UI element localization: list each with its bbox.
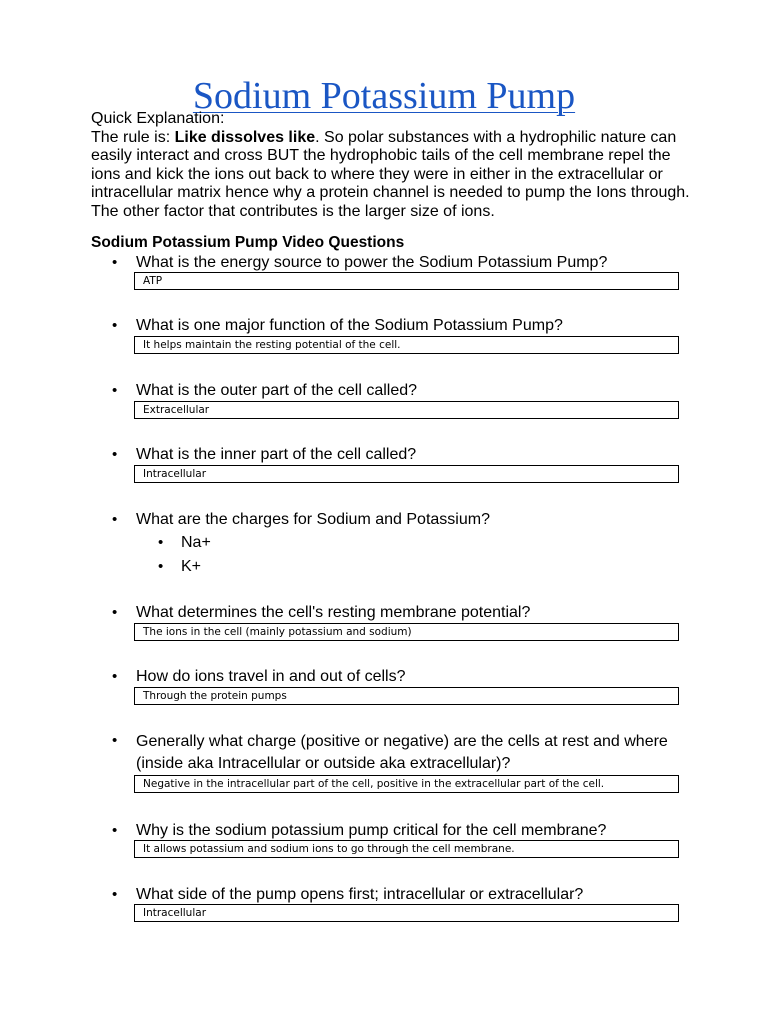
rule-bold: Like dissolves like (174, 128, 316, 146)
question-text: What is the inner part of the cell called? (136, 446, 417, 463)
question-text: What side of the pump opens first; intracellular or extracellular? (136, 886, 584, 903)
question-text: How do ions travel in and out of cells? (136, 668, 406, 685)
question-text: What is the outer part of the cell called? (136, 382, 418, 399)
question-text: What are the charges for Sodium and Potassium? (136, 511, 490, 528)
bullet: • (112, 822, 118, 839)
quick-explanation (91, 110, 691, 222)
quick-explanation-body (91, 129, 691, 222)
question-text: What determines the cell's resting membrane potential? (136, 604, 531, 621)
answer-field[interactable]: Intracellular (134, 904, 679, 922)
bullet: • (112, 382, 118, 399)
bullet: • (112, 511, 118, 528)
question-text: Why is the sodium potassium pump critical for the cell membrane? (136, 822, 607, 839)
bullet: • (158, 534, 164, 551)
answer-field[interactable]: Intracellular (134, 465, 679, 483)
answer-field[interactable]: Negative in the intracellular part of the cell, positive in the extracellular part of the cell. (134, 775, 679, 793)
bullet: • (112, 317, 118, 334)
answer-field[interactable]: Extracellular (134, 401, 679, 419)
bullet: • (112, 732, 118, 749)
bullet: • (112, 254, 118, 271)
rule-rest: . So polar substances with a hydrophilic nature can easily interact and cross BUT the hydrophobic tails of the cell membrane repel the ions and kick the ions out back to where they were in either in the extracellular or intracellular matrix hence why a protein channel is needed to pump the Ions through. The other factor that contributes is the larger size of ions. (91, 128, 690, 220)
answer-field[interactable]: Through the protein pumps (134, 687, 679, 705)
bullet: • (112, 668, 118, 685)
quick-explanation-label: Quick Explanation: (91, 110, 225, 127)
bullet: • (158, 558, 164, 575)
document-title: Sodium Potassium Pump (192, 75, 576, 117)
bullet: • (112, 446, 118, 463)
sub-item-text: K+ (181, 558, 202, 575)
section-heading: Sodium Potassium Pump Video Questions (91, 234, 405, 251)
answer-field[interactable]: It allows potassium and sodium ions to go through the cell membrane. (134, 840, 679, 858)
sub-item-text: Na+ (181, 534, 211, 551)
answer-field[interactable]: It helps maintain the resting potential of the cell. (134, 336, 679, 354)
answer-field[interactable]: The ions in the cell (mainly potassium and sodium) (134, 623, 679, 641)
answer-field[interactable]: ATP (134, 272, 679, 290)
bullet: • (112, 604, 118, 621)
rule-prefix: The rule is: (91, 128, 175, 146)
question-text: Generally what charge (positive or negative) are the cells at rest and where (inside aka Intracellular or outside aka extracellular)? (136, 733, 668, 772)
question-text: What is the energy source to power the Sodium Potassium Pump? (136, 254, 608, 271)
question-text: What is one major function of the Sodium Potassium Pump? (136, 317, 563, 334)
bullet: • (112, 886, 118, 903)
